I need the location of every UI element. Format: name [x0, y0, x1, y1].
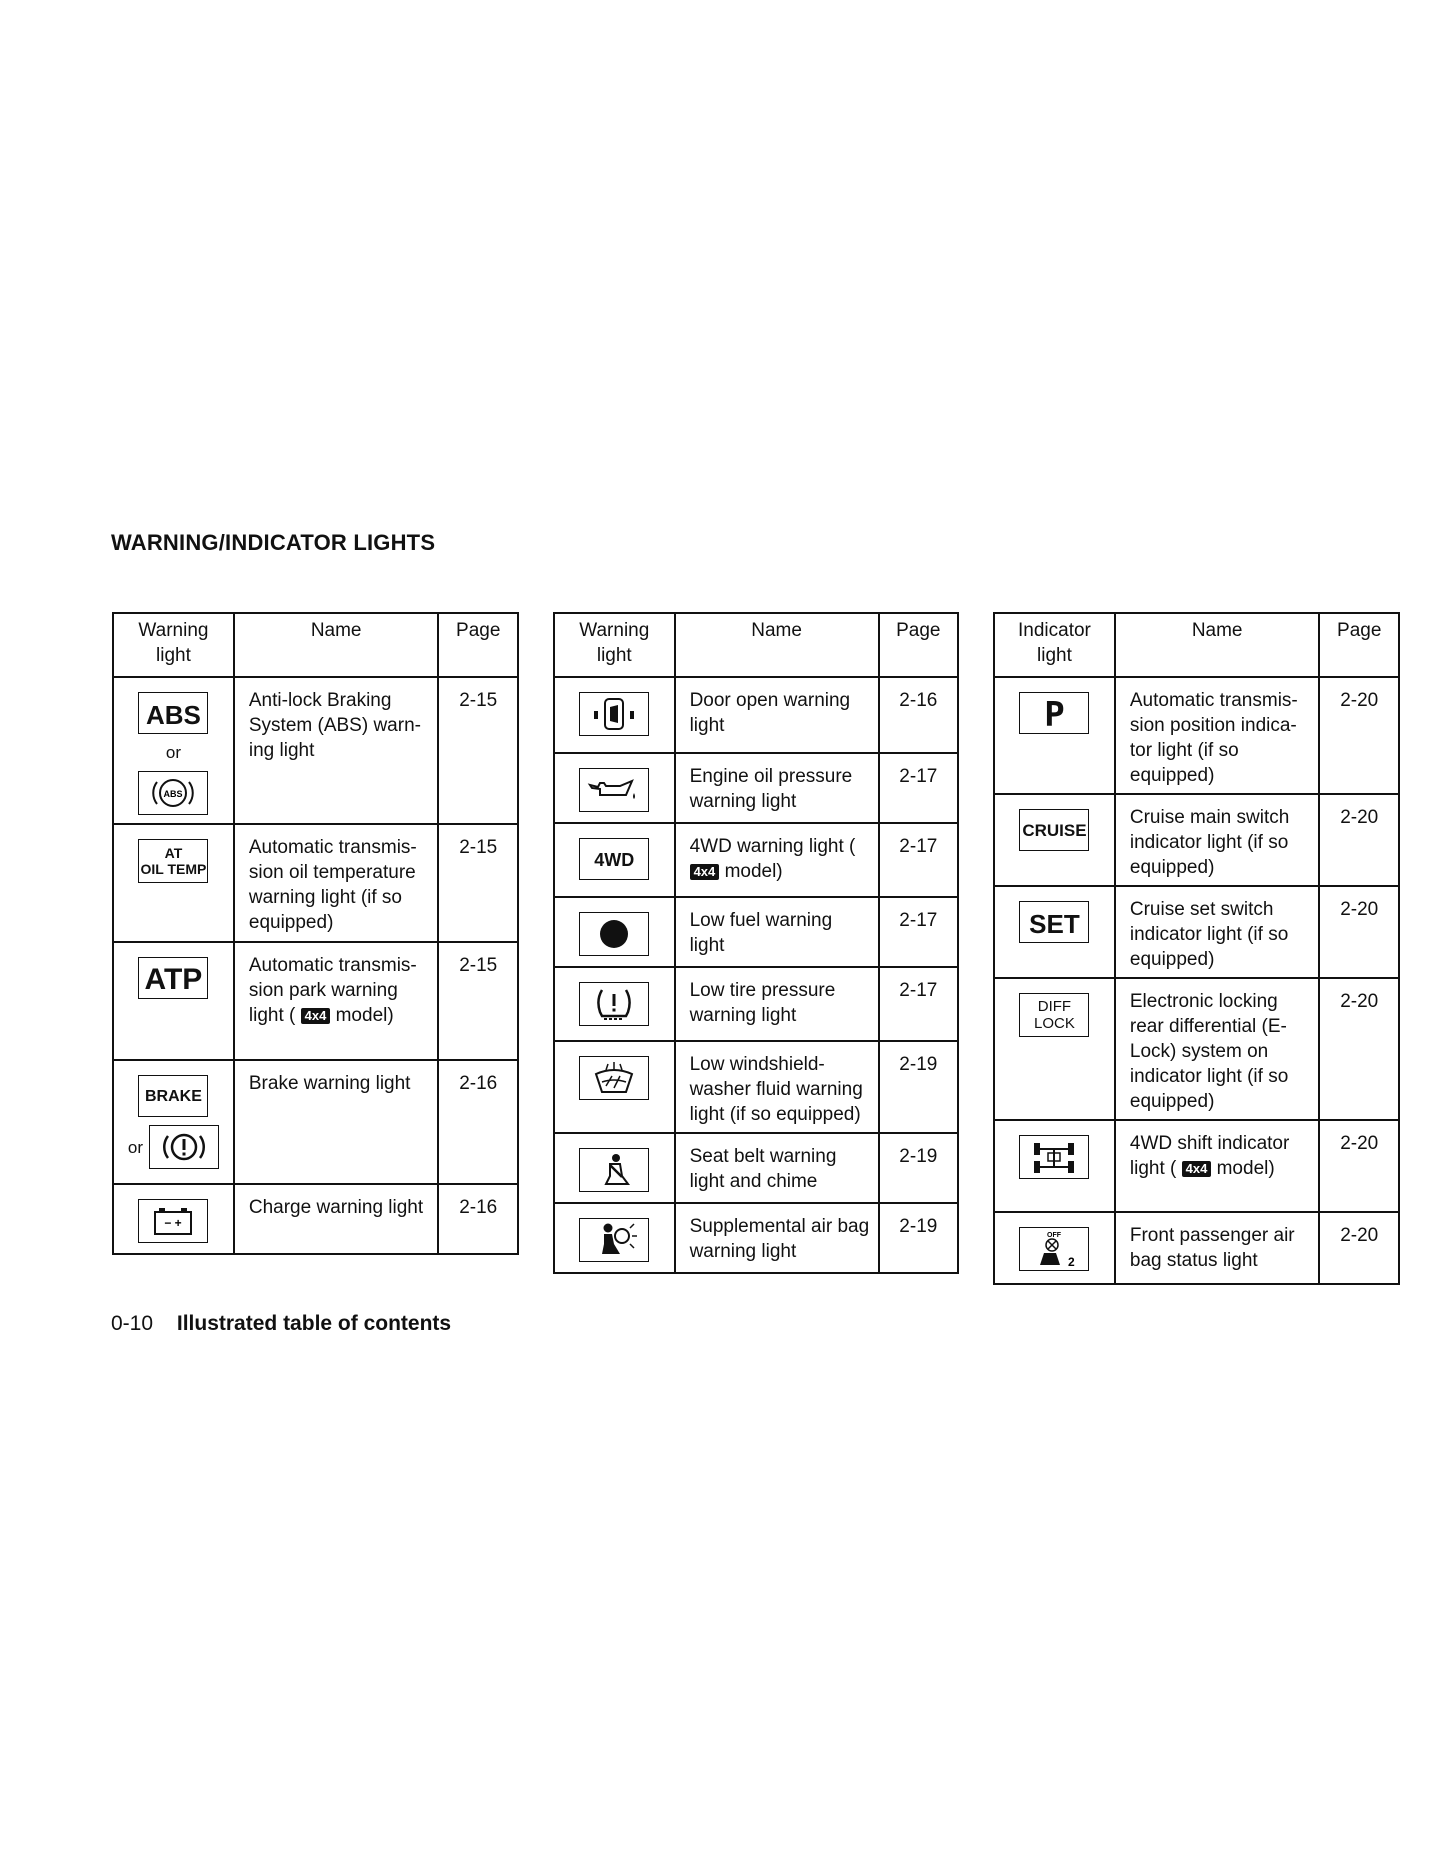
- table-row: [554, 897, 958, 967]
- 4x4-badge-icon: 4x4: [690, 864, 720, 880]
- name-cell: Low tire pressure warning light: [675, 967, 879, 1041]
- table-row: [554, 677, 958, 753]
- page-cell: 2-17: [879, 897, 958, 967]
- at-oil-temp-icon: AT OIL TEMP: [138, 839, 208, 883]
- table-header-row: [994, 613, 1399, 677]
- tire-pressure-icon: [579, 982, 649, 1026]
- icon-cell: [554, 1203, 675, 1273]
- table-header-row: [554, 613, 958, 677]
- table-row: [994, 1212, 1399, 1284]
- table-row: [554, 1041, 958, 1133]
- page-cell: 2-19: [879, 1041, 958, 1133]
- table-row: [994, 794, 1399, 886]
- atp-icon: ATP: [138, 957, 208, 999]
- warning-lights-table-2: [553, 612, 959, 1274]
- icon-cell: [994, 1120, 1115, 1212]
- cruise-icon: CRUISE: [1019, 809, 1089, 851]
- washer-fluid-icon: [579, 1056, 649, 1100]
- name-cell: Automatic transmis-sion oil temperature warning light (if so equipped): [234, 824, 439, 942]
- table-row: [554, 1133, 958, 1203]
- name-cell: Cruise main switch indicator light (if so equipped): [1115, 794, 1320, 886]
- 4x4-badge-icon: 4x4: [1182, 1161, 1212, 1177]
- table-row: [554, 967, 958, 1041]
- table-row: [113, 677, 518, 824]
- table-row: [113, 942, 518, 1060]
- icon-cell: [994, 978, 1115, 1120]
- header-name: Name: [675, 613, 879, 677]
- icon-cell: [994, 794, 1115, 886]
- abs-icon: ABS: [138, 692, 208, 734]
- icon-cell: [994, 1212, 1115, 1284]
- table-row: [994, 886, 1399, 978]
- name-cell: Automatic transmis-sion position indica-tor light (if so equipped): [1115, 677, 1320, 794]
- header-page: Page: [879, 613, 958, 677]
- name-cell: Charge warning light: [234, 1184, 439, 1254]
- indicator-lights-table: [993, 612, 1400, 1285]
- name-cell: Door open warning light: [675, 677, 879, 753]
- page-cell: 2-16: [438, 1184, 518, 1254]
- set-icon: SET: [1019, 901, 1089, 943]
- name-text: 4WD shift indicator light (: [1129, 1133, 1290, 1179]
- icon-cell: [994, 677, 1115, 794]
- name-cell: [234, 942, 439, 1060]
- page-cell: 2-17: [879, 967, 958, 1041]
- table-row: [113, 1184, 518, 1254]
- name-cell: Engine oil pressure warning light: [675, 753, 879, 823]
- svg-text:OFF: OFF: [1047, 1232, 1062, 1239]
- icon-cell: [554, 1041, 675, 1133]
- table-row: [994, 677, 1399, 794]
- 4wd-icon: 4WD: [579, 838, 649, 880]
- table-row: [113, 1060, 518, 1184]
- name-cell: Low fuel warning light: [675, 897, 879, 967]
- table-row: [554, 823, 958, 897]
- header-name: Name: [1115, 613, 1320, 677]
- svg-text:− +: − +: [164, 1216, 183, 1230]
- battery-icon: [138, 1199, 208, 1243]
- page-cell: 2-15: [438, 824, 518, 942]
- icon-cell: [113, 1060, 234, 1184]
- icon-cell: [554, 677, 675, 753]
- page-footer: [111, 1312, 451, 1336]
- svg-text:2: 2: [1068, 1255, 1076, 1269]
- page-cell: 2-17: [879, 823, 958, 897]
- header-page: Page: [1319, 613, 1399, 677]
- name-text-end: model): [335, 1005, 394, 1026]
- page-cell: 2-19: [879, 1133, 958, 1203]
- table-row: [994, 1120, 1399, 1212]
- oil-can-icon: [579, 768, 649, 812]
- page-cell: 2-15: [438, 942, 518, 1060]
- name-cell: Anti-lock Braking System (ABS) warn-ing light: [234, 677, 439, 824]
- icon-cell: [554, 1133, 675, 1203]
- icon-cell: [113, 824, 234, 942]
- page-cell: 2-16: [879, 677, 958, 753]
- header-icon: Warning light: [113, 613, 234, 677]
- header-page: Page: [438, 613, 518, 677]
- name-cell: [1115, 1120, 1320, 1212]
- brake-icon: BRAKE: [138, 1075, 208, 1117]
- icon-cell: [994, 886, 1115, 978]
- header-icon: Indicator light: [994, 613, 1115, 677]
- page-cell: 2-20: [1319, 1120, 1399, 1212]
- table-header-row: [113, 613, 518, 677]
- name-cell: Electronic locking rear differential (E-Lock) system on indicator light (if so equipped): [1115, 978, 1320, 1120]
- page-cell: 2-17: [879, 753, 958, 823]
- icon-cell: [113, 677, 234, 824]
- passenger-airbag-off-icon: [1019, 1227, 1089, 1271]
- page-cell: 2-20: [1319, 978, 1399, 1120]
- 4wd-shift-icon: [1019, 1135, 1089, 1179]
- svg-text:ABS: ABS: [163, 789, 183, 799]
- name-cell: Supplemental air bag warning light: [675, 1203, 879, 1273]
- icon-cell: [554, 897, 675, 967]
- door-open-icon: [579, 692, 649, 736]
- warning-lights-table-1: [112, 612, 519, 1255]
- name-text: 4WD warning light (: [689, 836, 856, 857]
- page-cell: 2-20: [1319, 677, 1399, 794]
- icon-cell: [554, 823, 675, 897]
- low-fuel-icon: [579, 912, 649, 956]
- page-cell: 2-20: [1319, 886, 1399, 978]
- name-cell: [675, 823, 879, 897]
- abs-circle-icon: [138, 771, 208, 815]
- table-row: [113, 824, 518, 942]
- page-number: 0-10: [111, 1312, 154, 1335]
- name-cell: Cruise set switch indicator light (if so equipped): [1115, 886, 1320, 978]
- park-position-icon: P: [1019, 692, 1089, 734]
- seat-belt-icon: [579, 1148, 649, 1192]
- page-cell: 2-19: [879, 1203, 958, 1273]
- table-row: [554, 1203, 958, 1273]
- or-label: or: [127, 1137, 143, 1157]
- icon-cell: [113, 1184, 234, 1254]
- page-cell: 2-15: [438, 677, 518, 824]
- 4x4-badge-icon: 4x4: [301, 1008, 331, 1024]
- name-text: Automatic transmis-sion park warning light (: [248, 955, 417, 1026]
- name-cell: Brake warning light: [234, 1060, 439, 1184]
- page-cell: 2-16: [438, 1060, 518, 1184]
- airbag-icon: [579, 1218, 649, 1262]
- name-text-end: model): [724, 861, 783, 882]
- name-cell: Low windshield-washer fluid warning light (if so equipped): [675, 1041, 879, 1133]
- name-cell: Front passenger air bag status light: [1115, 1212, 1320, 1284]
- brake-circle-icon: [149, 1125, 219, 1169]
- page-cell: 2-20: [1319, 1212, 1399, 1284]
- icon-cell: [554, 967, 675, 1041]
- name-text-end: model): [1216, 1158, 1275, 1179]
- page-title: WARNING/INDICATOR LIGHTS: [111, 530, 436, 555]
- icon-cell: [554, 753, 675, 823]
- page-cell: 2-20: [1319, 794, 1399, 886]
- icon-cell: [113, 942, 234, 1060]
- name-cell: Seat belt warning light and chime: [675, 1133, 879, 1203]
- header-icon: Warning light: [554, 613, 675, 677]
- section-title: Illustrated table of contents: [176, 1312, 452, 1335]
- table-row: [994, 978, 1399, 1120]
- diff-lock-icon: DIFF LOCK: [1019, 993, 1089, 1037]
- table-row: [554, 753, 958, 823]
- or-label: or: [165, 743, 181, 762]
- header-name: Name: [234, 613, 439, 677]
